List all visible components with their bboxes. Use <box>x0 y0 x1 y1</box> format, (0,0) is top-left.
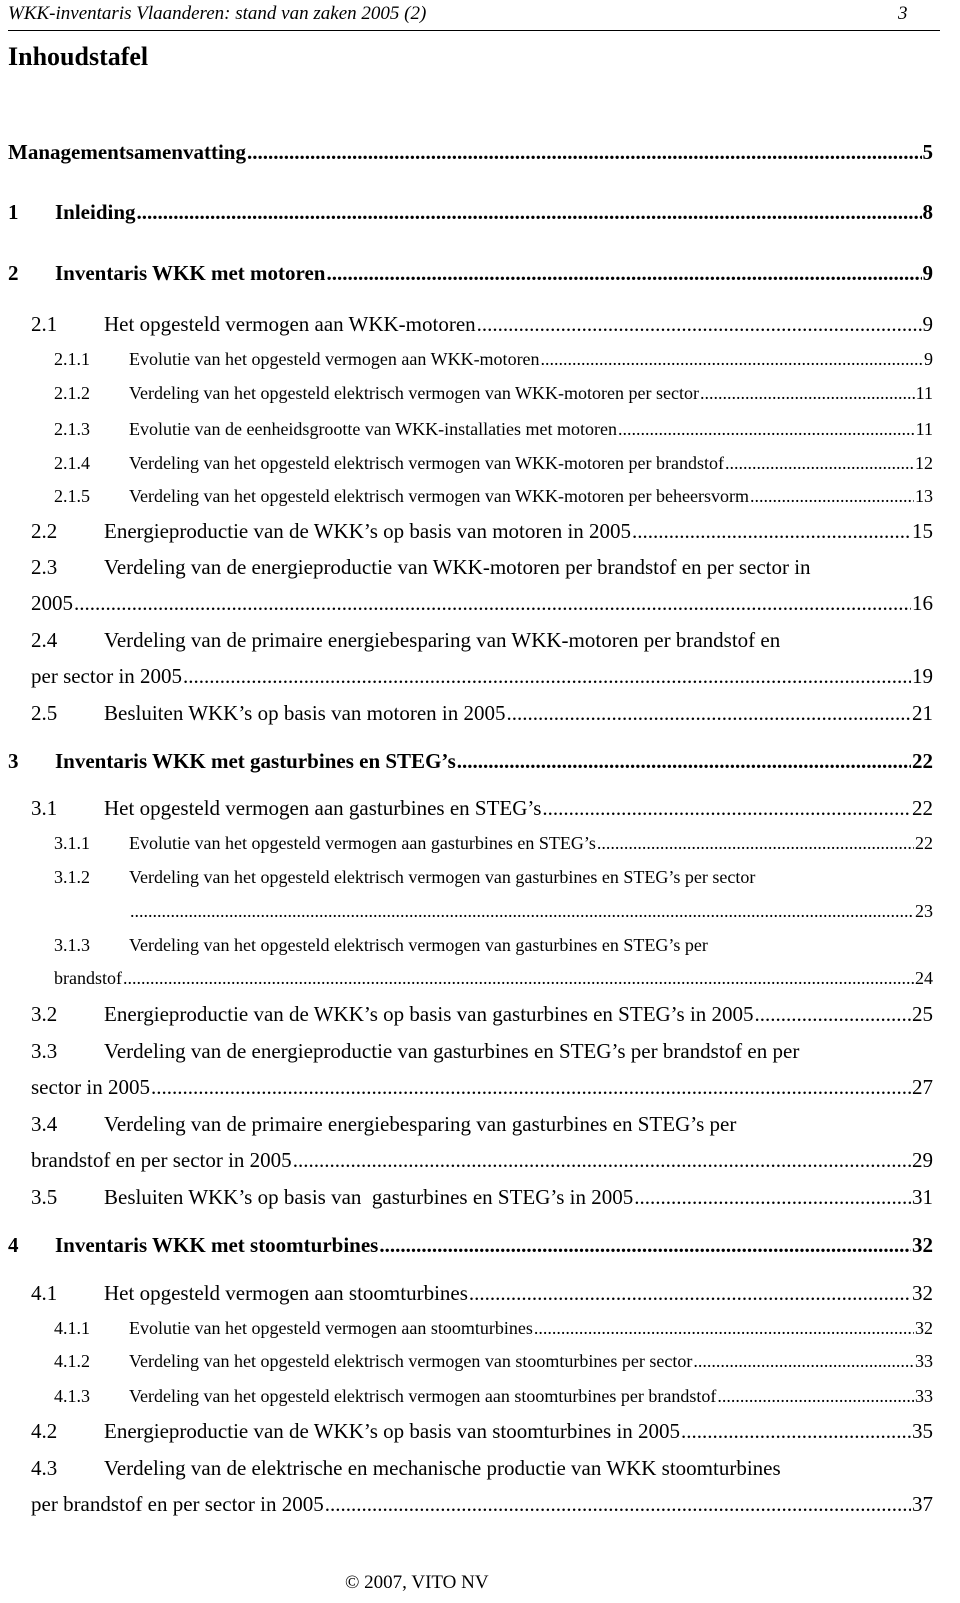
toc-entry-title: Verdeling van de primaire energiebesparing van gasturbines en STEG’s per <box>104 1112 737 1136</box>
toc-entry-title: Het opgesteld vermogen aan stoomturbines <box>104 1281 468 1305</box>
toc-page-number: 31 <box>912 1185 933 1209</box>
toc-entry-title: Besluiten WKK’s op basis van motoren in 2005 <box>104 701 506 725</box>
toc-entry-title: Evolutie van het opgesteld vermogen aan WKK-motoren <box>129 349 540 369</box>
toc-entry-number: 2.1.2 <box>54 383 90 403</box>
toc-entry-continuation[interactable] <box>31 1148 933 1173</box>
toc-entry[interactable] <box>54 1386 933 1407</box>
toc-entry-title-cont: brandstof en per sector in 2005 <box>31 1148 292 1172</box>
toc-entry-title: Het opgesteld vermogen aan gasturbines en STEG’s <box>104 796 542 820</box>
toc-leader-dots <box>541 349 923 370</box>
toc-leader-dots <box>326 261 921 286</box>
toc-entry[interactable] <box>54 383 933 404</box>
toc-entry[interactable] <box>31 1112 933 1137</box>
toc-page-number: 16 <box>912 591 933 615</box>
toc-leader-dots <box>469 1281 911 1306</box>
toc-entry-title: Energieproductie van de WKK’s op basis van gasturbines en STEG’s in 2005 <box>104 1002 754 1026</box>
toc-entry-title: Verdeling van de energieproductie van gasturbines en STEG’s per brandstof en per <box>104 1039 800 1063</box>
toc-entry[interactable] <box>8 1233 933 1258</box>
toc-leader-dots <box>130 901 914 922</box>
toc-entry[interactable] <box>8 140 933 165</box>
toc-page-number: 22 <box>912 749 933 773</box>
toc-page-number: 33 <box>915 1386 933 1406</box>
toc-entry[interactable] <box>31 1039 933 1064</box>
toc-page-number: 12 <box>915 453 933 473</box>
header-page-number: 3 <box>898 3 908 24</box>
footer-copyright: © 2007, VITO NV <box>345 1572 489 1593</box>
toc-entry-number: 3.1.2 <box>54 867 90 887</box>
toc-entry-title: Evolutie van de eenheidsgrootte van WKK-installaties met motoren <box>129 419 618 439</box>
toc-leader-dots <box>123 968 914 989</box>
toc-leader-dots <box>700 383 915 404</box>
toc-entry[interactable] <box>31 1456 933 1481</box>
toc-page-number: 9 <box>922 261 933 285</box>
toc-entry-continuation[interactable] <box>31 591 933 616</box>
toc-entry-number: 1 <box>8 200 19 224</box>
toc-entry-number: 4.1.2 <box>54 1351 90 1371</box>
toc-entry-number: 3.1.1 <box>54 833 90 853</box>
toc-entry-title-cont: per brandstof en per sector in 2005 <box>31 1492 324 1516</box>
toc-entry-title: Het opgesteld vermogen aan WKK-motoren <box>104 312 476 336</box>
toc-entry-number: 3.3 <box>31 1039 58 1063</box>
toc-page-number: 23 <box>915 901 933 921</box>
toc-entry[interactable] <box>54 453 933 474</box>
toc-leader-dots <box>755 1002 911 1027</box>
toc-entry[interactable] <box>31 701 933 726</box>
toc-entry[interactable] <box>31 796 933 821</box>
header-title: WKK-inventaris Vlaanderen: stand van zaken 2005 (2) <box>8 3 427 24</box>
toc-entry-number: 3.1 <box>31 796 58 820</box>
toc-entry-title: Inleiding <box>55 200 136 224</box>
toc-entry-title: Verdeling van de energieproductie van WKK-motoren per brandstof en per sector in <box>104 555 811 579</box>
toc-entry-number: 3 <box>8 749 19 773</box>
toc-entry-title: Besluiten WKK’s op basis van gasturbines en STEG’s in 2005 <box>104 1185 634 1209</box>
toc-entry-number: 2 <box>8 261 19 285</box>
toc-entry-continuation[interactable] <box>31 1492 933 1517</box>
toc-leader-dots <box>293 1148 911 1173</box>
toc-entry-title: Verdeling van het opgesteld elektrisch vermogen van WKK-motoren per sector <box>129 383 699 403</box>
toc-entry-number: 3.1.3 <box>54 935 90 955</box>
toc-entry-title: Inventaris WKK met stoomturbines <box>55 1233 379 1257</box>
toc-entry-continuation[interactable] <box>31 1075 933 1100</box>
toc-entry[interactable] <box>54 419 933 440</box>
toc-page-number: 37 <box>912 1492 933 1516</box>
toc-page-number: 24 <box>915 968 933 988</box>
toc-page-number: 32 <box>912 1233 933 1257</box>
toc-entry-title: Evolutie van het opgesteld vermogen aan stoomturbines <box>129 1318 533 1338</box>
toc-page-number: 33 <box>915 1351 933 1371</box>
toc-entry-number: 3.2 <box>31 1002 58 1026</box>
toc-page-number: 29 <box>912 1148 933 1172</box>
toc-leader-dots <box>137 200 922 225</box>
toc-page-number: 21 <box>912 701 933 725</box>
toc-entry-title: Verdeling van de primaire energiebesparing van WKK-motoren per brandstof en <box>104 628 781 652</box>
toc-leader-dots <box>693 1351 914 1372</box>
toc-entry-number: 2.1.3 <box>54 419 90 439</box>
toc-entry-continuation[interactable] <box>31 664 933 689</box>
toc-entry-title: Verdeling van het opgesteld elektrisch vermogen van stoomturbines per sector <box>129 1351 693 1371</box>
toc-entry-number: 4.3 <box>31 1456 58 1480</box>
toc-page-number: 25 <box>912 1002 933 1026</box>
toc-entry-number: 2.5 <box>31 701 58 725</box>
toc-entry[interactable] <box>54 833 933 854</box>
toc-entry-title: Evolutie van het opgesteld vermogen aan gasturbines en STEG’s <box>129 833 596 853</box>
toc-page-number: 15 <box>912 519 933 543</box>
toc-entry-continuation[interactable] <box>129 901 933 922</box>
toc-page-number: 11 <box>915 383 933 403</box>
toc-page-number: 13 <box>915 486 933 506</box>
toc-leader-dots <box>597 833 914 854</box>
toc-entry[interactable] <box>31 312 933 337</box>
toc-entry[interactable] <box>54 486 933 507</box>
toc-leader-dots <box>74 591 911 616</box>
running-header <box>8 0 940 31</box>
toc-entry[interactable] <box>31 628 933 653</box>
toc-entry[interactable] <box>54 1351 933 1372</box>
toc-entry-number: 4.1.1 <box>54 1318 90 1338</box>
toc-entry-number: 4.2 <box>31 1419 58 1443</box>
toc-entry-number: 2.1 <box>31 312 58 336</box>
toc-entry-title: Verdeling van het opgesteld elektrisch vermogen van gasturbines en STEG’s per <box>129 935 708 955</box>
toc-entry-number: 2.2 <box>31 519 58 543</box>
toc-page-number: 35 <box>912 1419 933 1443</box>
page-title: Inhoudstafel <box>8 42 149 71</box>
toc-leader-dots <box>507 701 912 726</box>
toc-entry-number: 2.1.5 <box>54 486 90 506</box>
toc-page-number: 5 <box>922 140 933 164</box>
toc-entry-title: Verdeling van het opgesteld elektrisch vermogen aan stoomturbines per brandstof <box>129 1386 717 1406</box>
toc-leader-dots <box>325 1492 911 1517</box>
toc-entry-number: 4.1 <box>31 1281 58 1305</box>
toc-entry[interactable] <box>31 519 933 544</box>
toc-leader-dots <box>632 519 911 544</box>
toc-entry-number: 2.1.1 <box>54 349 90 369</box>
toc-entry[interactable] <box>54 867 933 888</box>
toc-entry-number: 3.5 <box>31 1185 58 1209</box>
toc-page-number: 22 <box>915 833 933 853</box>
toc-entry[interactable] <box>31 1002 933 1027</box>
toc-entry-title-cont: per sector in 2005 <box>31 664 183 688</box>
toc-leader-dots <box>717 1386 914 1407</box>
toc-leader-dots <box>477 312 922 337</box>
toc-entry[interactable] <box>54 1318 933 1339</box>
toc-entry-title: Inventaris WKK met motoren <box>55 261 326 285</box>
toc-entry-title: Energieproductie van de WKK’s op basis van motoren in 2005 <box>104 519 632 543</box>
toc-entry-continuation[interactable] <box>54 968 933 989</box>
toc-leader-dots <box>618 419 915 440</box>
toc-entry-title: Managementsamenvatting <box>8 140 246 164</box>
toc-leader-dots <box>681 1419 911 1444</box>
toc-page-number: 9 <box>924 349 933 369</box>
toc-entry-number: 4.1.3 <box>54 1386 90 1406</box>
toc-entry[interactable] <box>8 200 933 225</box>
toc-page-number: 8 <box>922 200 933 224</box>
toc-entry-title-cont: brandstof <box>54 968 122 988</box>
toc-entry-title-cont: sector in 2005 <box>31 1075 150 1099</box>
toc-entry-number: 2.3 <box>31 555 58 579</box>
toc-entry[interactable] <box>8 749 933 774</box>
toc-leader-dots <box>725 453 914 474</box>
toc-leader-dots <box>379 1233 911 1258</box>
toc-entry-title-cont: 2005 <box>31 591 73 615</box>
toc-leader-dots <box>750 486 914 507</box>
toc-entry[interactable] <box>31 555 933 580</box>
toc-entry-title: Energieproductie van de WKK’s op basis van stoomturbines in 2005 <box>104 1419 681 1443</box>
toc-entry-title: Verdeling van het opgesteld elektrisch vermogen van WKK-motoren per beheersvorm <box>129 486 749 506</box>
toc-entry[interactable] <box>31 1419 933 1444</box>
toc-entry-title: Verdeling van het opgesteld elektrisch vermogen van WKK-motoren per brandstof <box>129 453 724 473</box>
toc-page-number: 9 <box>922 312 933 336</box>
toc-page-number: 19 <box>912 664 933 688</box>
toc-page-number: 27 <box>912 1075 933 1099</box>
toc-leader-dots <box>534 1318 914 1339</box>
toc-leader-dots <box>151 1075 911 1100</box>
toc-page-number: 32 <box>915 1318 933 1338</box>
toc-page-number: 22 <box>912 796 933 820</box>
toc-entry[interactable] <box>31 1185 933 1210</box>
toc-leader-dots <box>183 664 911 689</box>
toc-leader-dots <box>457 749 911 774</box>
toc-page-number: 32 <box>912 1281 933 1305</box>
toc-entry[interactable] <box>31 1281 933 1306</box>
toc-entry-number: 4 <box>8 1233 19 1257</box>
toc-entry[interactable] <box>8 261 933 286</box>
toc-leader-dots <box>247 140 922 165</box>
toc-entry-number: 2.4 <box>31 628 58 652</box>
toc-entry[interactable] <box>54 935 933 956</box>
toc-leader-dots <box>634 1185 911 1210</box>
toc-entry-title: Verdeling van het opgesteld elektrisch vermogen van gasturbines en STEG’s per sector <box>129 867 756 887</box>
toc-leader-dots <box>542 796 911 821</box>
toc-page-number: 11 <box>915 419 933 439</box>
toc-entry[interactable] <box>54 349 933 370</box>
toc-entry-title: Inventaris WKK met gasturbines en STEG’s <box>55 749 456 773</box>
toc-entry-title: Verdeling van de elektrische en mechanische productie van WKK stoomturbines <box>104 1456 781 1480</box>
toc-entry-number: 2.1.4 <box>54 453 90 473</box>
toc-entry-number: 3.4 <box>31 1112 58 1136</box>
